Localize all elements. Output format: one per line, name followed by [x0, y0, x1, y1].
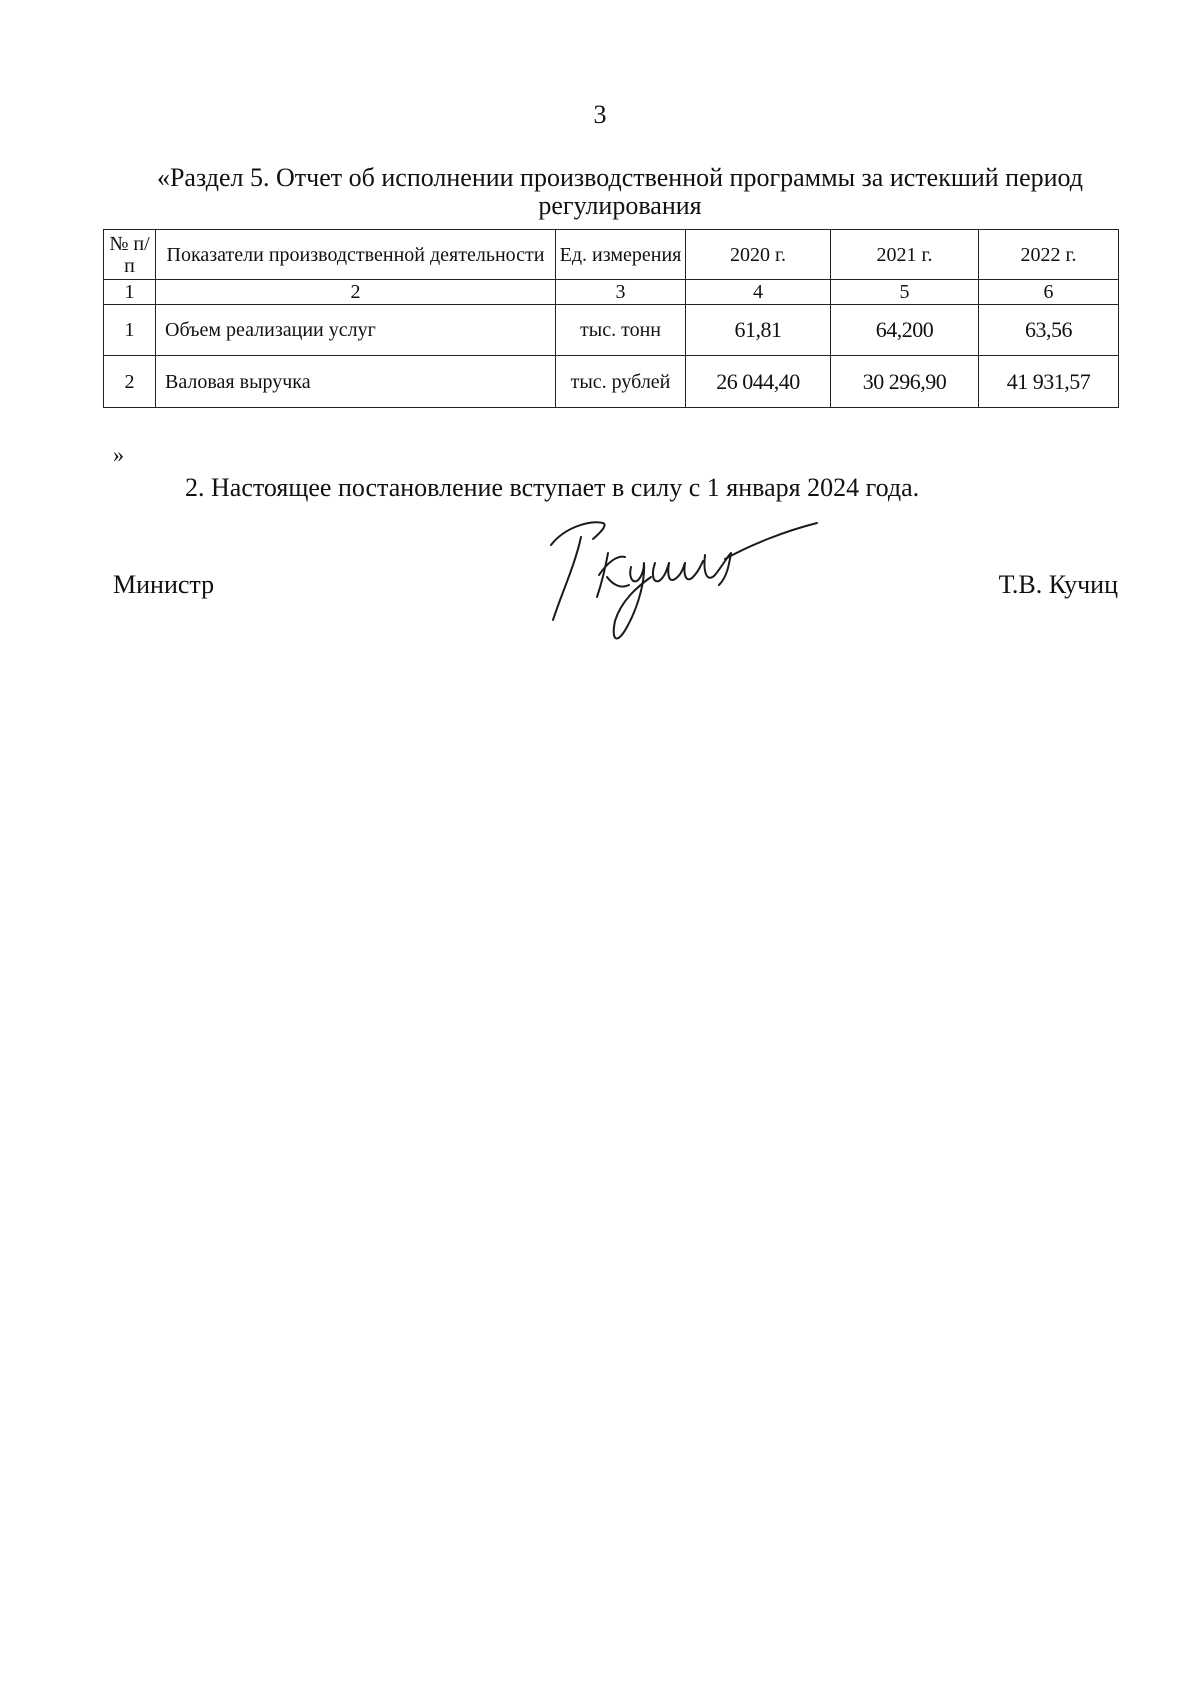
header-cell: Показатели производственной деятельности [156, 230, 556, 280]
signature-image [545, 515, 825, 650]
column-number-cell: 3 [556, 280, 686, 305]
table-header-row [104, 230, 1119, 280]
column-number-cell: 1 [104, 280, 156, 305]
signer-name: Т.В. Кучиц [998, 570, 1118, 599]
closing-quote: » [113, 442, 124, 467]
indicator-name-cell: Валовая выручка [156, 356, 556, 408]
header-cell: 2022 г. [979, 230, 1119, 280]
header-cell: Ед. измерения [556, 230, 686, 280]
header-cell: 2020 г. [686, 230, 831, 280]
table-row [104, 356, 1119, 408]
section-title: «Раздел 5. Отчет об исполнении производственной программы за истекший период регулирования [156, 163, 1084, 220]
unit-cell: тыс. тонн [556, 305, 686, 356]
column-number-row [104, 280, 1119, 305]
table-row [104, 305, 1119, 356]
indicator-name-cell: Объем реализации услуг [156, 305, 556, 356]
row-number-cell: 1 [104, 305, 156, 356]
value-2020-cell: 26 044,40 [686, 356, 831, 408]
column-number-cell: 4 [686, 280, 831, 305]
page-number: 3 [593, 100, 607, 129]
row-number-cell: 2 [104, 356, 156, 408]
value-2021-cell: 64,200 [831, 305, 979, 356]
effective-date-clause: 2. Настоящее постановление вступает в силу с 1 января 2024 года. [185, 473, 920, 502]
value-2020-cell: 61,81 [686, 305, 831, 356]
report-table [103, 229, 1119, 408]
header-cell: 2021 г. [831, 230, 979, 280]
signer-position: Министр [113, 570, 215, 599]
value-2021-cell: 30 296,90 [831, 356, 979, 408]
column-number-cell: 2 [156, 280, 556, 305]
value-2022-cell: 41 931,57 [979, 356, 1119, 408]
unit-cell: тыс. рублей [556, 356, 686, 408]
header-cell: № п/п [104, 230, 156, 280]
column-number-cell: 6 [979, 280, 1119, 305]
column-number-cell: 5 [831, 280, 979, 305]
value-2022-cell: 63,56 [979, 305, 1119, 356]
